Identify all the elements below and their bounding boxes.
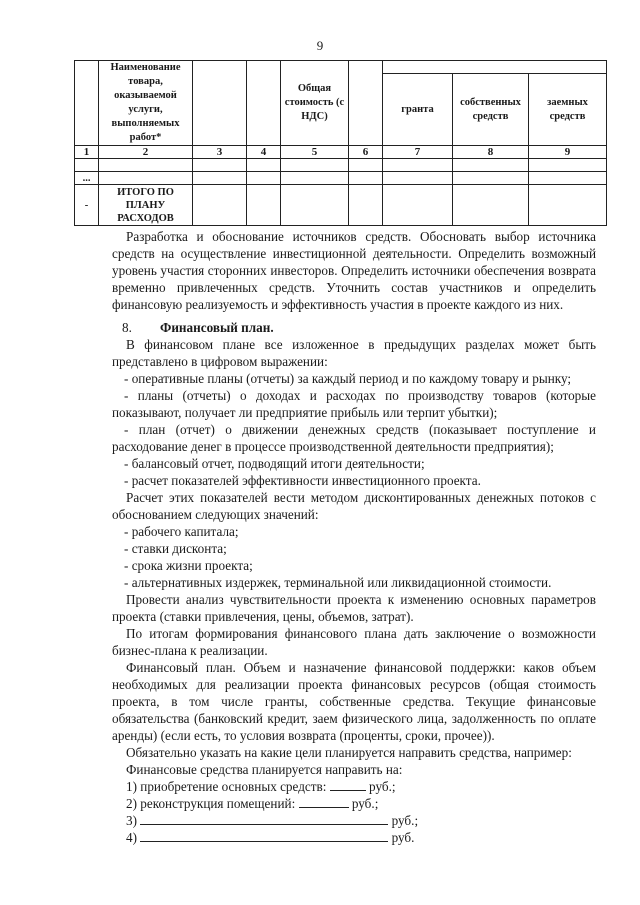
header-cell-1 bbox=[75, 61, 99, 146]
blank-line bbox=[330, 778, 366, 791]
funds-item-label: 1) приобретение основных средств: bbox=[126, 779, 327, 794]
dash-cell: - bbox=[75, 185, 99, 226]
expense-plan-table bbox=[74, 60, 607, 226]
column-number: 8 bbox=[453, 146, 529, 159]
financial-support-paragraph: Финансовый план. Объем и назначение финансовой поддержки: каков объем необходимых для реализации проекта финансовых ресурсов (общая стоимость проекта, в том числе гранты, собственные средства. Текущие финансовые обязательства (банковский кредит, заем физического лица, задолженность по оплате аренды) (если есть, то условия возврата (проценты, сроки, прочее)). bbox=[112, 660, 596, 743]
calc-paragraph: Расчет этих показателей вести методом дисконтированных денежных потоков с обоснованием следующих значений: bbox=[112, 490, 596, 522]
blank-line bbox=[299, 795, 349, 808]
column-number: 3 bbox=[193, 146, 247, 159]
header-cell-4 bbox=[247, 61, 281, 146]
purpose-paragraph: Обязательно указать на какие цели планируется направить средства, например: bbox=[126, 745, 572, 760]
list-item: - альтернативных издержек, терминальной или ликвидационной стоимости. bbox=[124, 575, 552, 590]
funds-item-suffix: руб.; bbox=[391, 813, 419, 828]
list-item: - срока жизни проекта; bbox=[124, 558, 253, 573]
funds-item-suffix: руб.; bbox=[369, 779, 396, 794]
table-header-row bbox=[75, 61, 607, 74]
header-cell-3 bbox=[193, 61, 247, 146]
total-label-line: РАСХОДОВ bbox=[117, 212, 174, 224]
funds-item bbox=[112, 778, 596, 795]
sensitivity-paragraph: Провести анализ чувствительности проекта к изменению основных параметров проекта (ставки привлечения, цены, объемов, затрат). bbox=[112, 592, 596, 624]
section-heading bbox=[112, 319, 596, 336]
ellipsis-cell: ... bbox=[75, 172, 99, 185]
list-item: - ставки дисконта; bbox=[124, 541, 227, 556]
column-number: 4 bbox=[247, 146, 281, 159]
list-item: - рабочего капитала; bbox=[124, 524, 239, 539]
intro-paragraph: В финансовом плане все изложенное в предыдущих разделах может быть представлено в цифровом выражении: bbox=[112, 337, 596, 369]
list-item: - балансовый отчет, подводящий итоги деятельности; bbox=[124, 456, 425, 471]
funds-item-suffix: руб.; bbox=[351, 796, 379, 811]
blank-line bbox=[140, 812, 388, 825]
header-name-cell: Наименование товара, оказываемой услуги, выполняемых работ* bbox=[99, 61, 193, 146]
header-cell-6 bbox=[349, 61, 383, 146]
funds-item bbox=[112, 812, 596, 829]
sources-paragraph: Разработка и обоснование источников средств. Обосновать выбор источника средств на осуществление инвестиционной деятельности. Определить возможный уровень участия сторонних инвесторов. Определить источники обеспечения возврата временно привлеченных средств. Уточнить состав участников и определить финансовую реализуемость и эффективность участия в проекте каждого из них. bbox=[112, 229, 596, 312]
funds-item bbox=[112, 795, 596, 812]
funds-item-suffix: руб. bbox=[391, 830, 415, 845]
funds-intro: Финансовые средства планируется направить на: bbox=[126, 762, 403, 777]
document-body bbox=[112, 228, 596, 846]
header-grant-cell: гранта bbox=[383, 74, 453, 146]
total-label-line: ПЛАНУ bbox=[125, 199, 166, 211]
page-number: 9 bbox=[316, 38, 324, 53]
header-own-funds-cell: собственных средств bbox=[453, 74, 529, 146]
total-row bbox=[75, 185, 607, 226]
list-item: - план (отчет) о движении денежных средств (показывает поступление и расходование денег в процессе производственной деятельности предприятия); bbox=[112, 422, 596, 454]
funds-item-label: 2) реконструкция помещений: bbox=[126, 796, 296, 811]
total-label-line: ИТОГО ПО bbox=[117, 186, 174, 198]
list-item: - оперативные планы (отчеты) за каждый период и по каждому товару и рынку; bbox=[124, 371, 572, 386]
blank-line bbox=[140, 829, 388, 842]
section-number: 8. bbox=[122, 320, 132, 335]
funds-item bbox=[112, 829, 596, 846]
header-total-cost-cell: Общая стоимость (с НДС) bbox=[281, 61, 349, 146]
list-item: - планы (отчеты) о доходах и расходах по производству товаров (которые показывают, получает ли предприятие прибыль или терпит убытки); bbox=[112, 388, 596, 420]
funds-item-label: 3) bbox=[126, 813, 137, 828]
list-item: - расчет показателей эффективности инвестиционного проекта. bbox=[124, 473, 481, 488]
column-number: 9 bbox=[529, 146, 607, 159]
column-number: 6 bbox=[349, 146, 383, 159]
column-number: 5 bbox=[281, 146, 349, 159]
table-row bbox=[75, 172, 607, 185]
header-loan-funds-cell: заемных средств bbox=[529, 74, 607, 146]
header-sources-group-cell bbox=[383, 61, 607, 74]
conclusion-paragraph: По итогам формирования финансового плана дать заключение о возможности бизнес-плана к реализации. bbox=[112, 626, 596, 658]
table-row bbox=[75, 159, 607, 172]
section-title: Финансовый план. bbox=[160, 320, 274, 335]
funds-item-label: 4) bbox=[126, 830, 137, 845]
column-number: 2 bbox=[99, 146, 193, 159]
column-number: 7 bbox=[383, 146, 453, 159]
column-numbers-row bbox=[75, 146, 607, 159]
total-label-cell bbox=[99, 185, 193, 226]
column-number: 1 bbox=[75, 146, 99, 159]
